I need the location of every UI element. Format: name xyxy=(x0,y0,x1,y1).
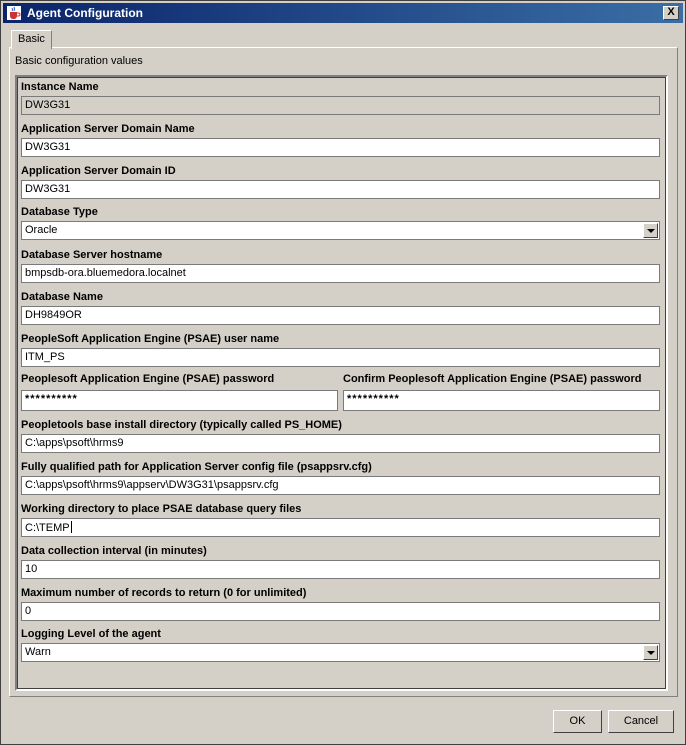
psae-user-label: PeopleSoft Application Engine (PSAE) user name xyxy=(21,333,280,345)
app-domain-id-label: Application Server Domain ID xyxy=(21,165,176,177)
database-name-label: Database Name xyxy=(21,291,103,303)
max-records-label: Maximum number of records to return (0 for unlimited) xyxy=(21,587,307,599)
title-bar[interactable] xyxy=(3,3,683,23)
psae-password-confirm-input[interactable]: ********** xyxy=(343,390,660,411)
log-level-select[interactable] xyxy=(21,643,660,662)
instance-name-field: DW3G31 xyxy=(21,96,660,115)
psae-password-confirm-label: Confirm Peoplesoft Application Engine (PSAE) password xyxy=(343,373,642,385)
close-icon: X xyxy=(667,6,675,18)
database-type-select[interactable] xyxy=(21,221,660,240)
work-dir-value: C:\TEMP xyxy=(25,522,70,534)
panel-description: Basic configuration values xyxy=(15,55,143,67)
cancel-button[interactable]: Cancel xyxy=(608,710,674,733)
tab-basic[interactable]: Basic xyxy=(11,30,52,49)
app-domain-name-label: Application Server Domain Name xyxy=(21,123,195,135)
database-type-label: Database Type xyxy=(21,206,98,218)
window-title: Agent Configuration xyxy=(27,6,143,20)
psae-user-input[interactable]: ITM_PS xyxy=(21,348,660,367)
config-path-label: Fully qualified path for Application Server config file (psappsrv.cfg) xyxy=(21,461,372,473)
ps-home-input[interactable]: C:\apps\psoft\hrms9 xyxy=(21,434,660,453)
database-server-input[interactable]: bmpsdb-ora.bluemedora.localnet xyxy=(21,264,660,283)
close-button[interactable] xyxy=(663,6,679,20)
java-cup-icon xyxy=(7,6,21,20)
interval-input[interactable]: 10 xyxy=(21,560,660,579)
database-type-value: Oracle xyxy=(25,224,58,236)
chevron-down-icon[interactable] xyxy=(643,645,658,660)
work-dir-input[interactable] xyxy=(21,518,660,537)
ps-home-label: Peopletools base install directory (typically called PS_HOME) xyxy=(21,419,342,431)
interval-label: Data collection interval (in minutes) xyxy=(21,545,207,557)
database-server-label: Database Server hostname xyxy=(21,249,163,261)
instance-name-label: Instance Name xyxy=(21,81,99,93)
app-domain-name-input[interactable]: DW3G31 xyxy=(21,138,660,157)
log-level-label: Logging Level of the agent xyxy=(21,628,161,640)
chevron-down-icon[interactable] xyxy=(643,223,658,238)
max-records-input[interactable]: 0 xyxy=(21,602,660,621)
ok-button[interactable]: OK xyxy=(553,710,602,733)
psae-password-label: Peoplesoft Application Engine (PSAE) password xyxy=(21,373,275,385)
config-path-input[interactable]: C:\apps\psoft\hrms9\appserv\DW3G31\psappsrv.cfg xyxy=(21,476,660,495)
app-domain-id-input[interactable]: DW3G31 xyxy=(21,180,660,199)
log-level-value: Warn xyxy=(25,646,51,658)
psae-password-input[interactable]: ********** xyxy=(21,390,338,411)
database-name-input[interactable]: DH9849OR xyxy=(21,306,660,325)
work-dir-label: Working directory to place PSAE database query files xyxy=(21,503,302,515)
